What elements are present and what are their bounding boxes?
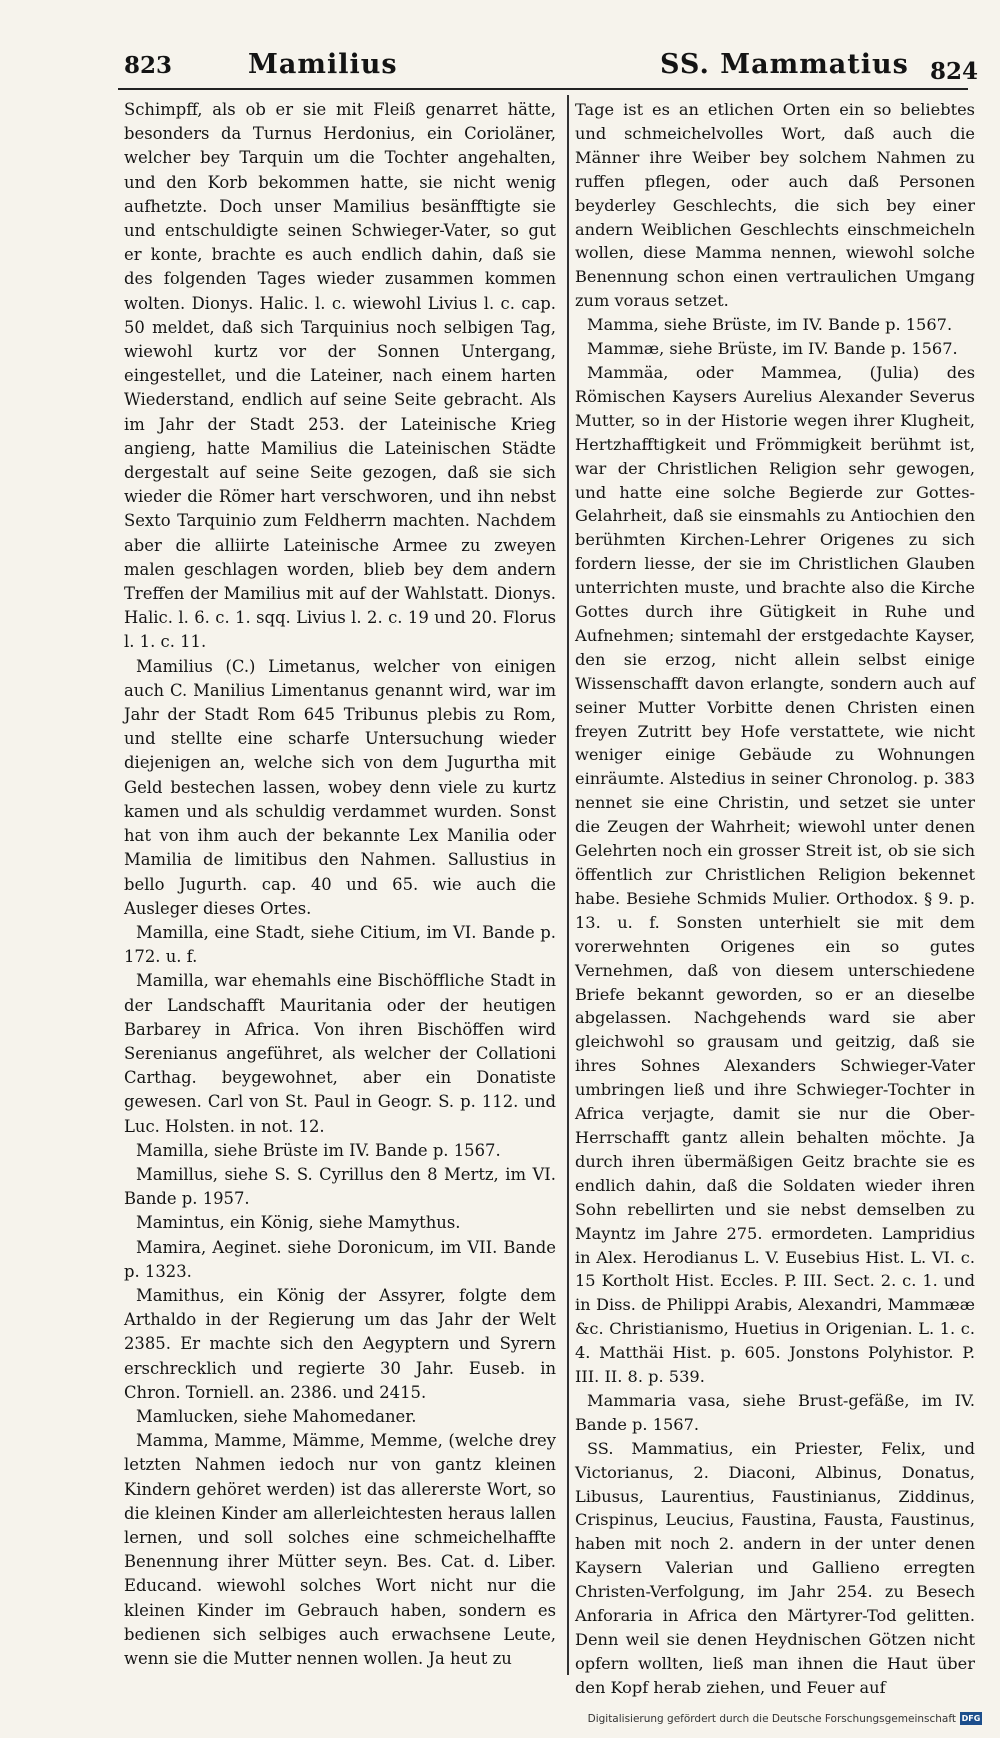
lexicon-entry: Mamilla, war ehemahls eine Bischöffliche Stadt in der Landschafft Mauritania oder der heutigen Barbarey in Africa. Von ihren Bischöffen wird Serenianus angeführet, als welcher der Collationi Carthag. beygewohnet, aber ein Donatiste gewesen. Carl von St. Paul in Geogr. S. p. 112. und Luc. Holsten. in not. 12. xyxy=(124,971,556,1136)
lexicon-entry: Mammæ, siehe Brüste, im IV. Bande p. 1567. xyxy=(587,339,958,359)
lexicon-entry: SS. Mammatius, ein Priester, Felix, und Victorianus, 2. Diaconi, Albinus, Donatus, Libusus, Laurentius, Faustinianus, Ziddinus, Crispinus, Leucius, Faustina, Fausta, Faustinus, haben mit noch 2. andern in der unter denen Kaysern Valerian und Gallieno erregten Christen-Verfolgung, im Jahr 254. zu Besech Anforaria in Africa den Märtyrer-Tod gelitten. Denn weil sie denen Heydnischen Götzen nicht opfern wollten, ließ man ihnen die Haut über den Kopf herab ziehen, und Feuer auf xyxy=(575,1438,975,1697)
lexicon-entry: Mamira, Aeginet. siehe Doronicum, im VII. Bande p. 1323. xyxy=(124,1237,556,1281)
footer-credit xyxy=(588,1712,982,1725)
header-rule xyxy=(118,88,968,90)
lexicon-entry: Mammaria vasa, siehe Brust-gefäße, im IV. Bande p. 1567. xyxy=(575,1390,975,1434)
lexicon-entry: Mamillus, siehe S. S. Cyrillus den 8 Mertz, im VI. Bande p. 1957. xyxy=(124,1164,556,1209)
left-column xyxy=(124,98,556,1671)
lexicon-entry: Mamma, Mamme, Mämme, Memme, (welche drey letzten Nahmen iedoch nur von gantz kleinen Kindern gehöret werden) ist das allererste Wort, so die kleinen Kinder am allerleichtesten heraus lallen lernen, und soll solches eine schmeichelhaffte Benennung ihrer Mütter seyn. Bes. Cat. d. Liber. Educand. wiewohl solches Wort nicht nur die kleinen Kinder im Gebrauch haben, sondern es bedienen sich selbiges auch erwachsene Leute, wenn sie die Mutter nennen wollen. Ja heut zu xyxy=(124,1431,556,1668)
right-running-title: SS. Mammatius xyxy=(660,49,909,80)
continued-paragraph: Tage ist es an etlichen Orten ein so beliebtes und schmeichelvolles Wort, daß auch die Männer ihre Weiber bey solchem Nahmen zu ruffen pflegen, oder auch daß Personen beyderley Geschlechts, die sich bey einer andern Weiblichen Geschlechts einschmeicheln wollen, diese Mamma nennen, wiewohl solche Benennung schon einen vertraulichen Umgang zum voraus setzet. xyxy=(575,100,975,311)
lexicon-entry: Mamintus, ein König, siehe Mamythus. xyxy=(136,1213,461,1233)
lexicon-entry: Mamilius (C.) Limetanus, welcher von einigen auch C. Manilius Limentanus genannt wird, war im Jahr der Stadt Rom 645 Tribunus plebis zu Rom, und stellte eine scharfe Untersuchung wieder diejenigen an, welche sich von dem Jugurtha mit Geld bestechen lassen, wobey denn viele zu kurtz kamen und als schuldig verdammet wurden. Sonst hat von ihm auch der bekannte Lex Manilia oder Mamilia de limitibus den Nahmen. Sallustius in bello Jugurth. cap. 40 und 65. wie auch die Ausleger dieses Ortes. xyxy=(124,656,556,918)
continued-paragraph: Schimpff, als ob er sie mit Fleiß genarret hätte, besonders da Turnus Herdonius, ein Corioläner, welcher bey Tarquin um die Tochter angehalten, und den Korb bekommen hatte, sie nicht wenig aufhetzte. Doch unser Mamilius besänfftigte sie und entschuldigte seinen Schwieger-Vater, so gut er konte, brachte es auch endlich dahin, daß sie des folgenden Tages wieder zusammen kommen wolten. Dionys. Halic. l. c. wiewohl Livius l. c. cap. 50 meldet, daß sich Tarquinius noch selbigen Tag, wiewohl kurtz vor der Sonnen Untergang, eingestellet, und die Lateiner, nach einem harten Wiederstand, endlich auf seine Seite gebracht. Als im Jahr der Stadt 253. der Lateinische Krieg angieng, hatte Mamilius die Lateinischen Städte dergestalt auf seine Seite gezogen, daß sie sich wieder die Römer hart verschworen, und ihn nebst Sexto Tarquinio zum Feldherrn machten. Nachdem aber die alliirte Lateinische Armee zu zweyen malen geschlagen worden, blieb bey dem andern Treffen der Mamilius mit auf der Wahlstatt. Dionys. Halic. l. 6. c. 1. sqq. Livius l. 2. c. 19 und 20. Florus l. 1. c. 11. xyxy=(124,100,556,652)
footer-text: Digitalisierung gefördert durch die Deutsche Forschungsgemeinschaft xyxy=(587,1712,956,1725)
lexicon-entry: Mamithus, ein König der Assyrer, folgte dem Arthaldo in der Regierung um das Jahr der Welt 2385. Er machte sich den Aegyptern und Syrern erschrecklich und regierte 30 Jahr. Euseb. in Chron. Torniell. an. 2386. und 2415. xyxy=(124,1285,556,1402)
left-page-number: 823 xyxy=(124,52,173,79)
left-running-title: Mamilius xyxy=(248,49,398,80)
column-divider xyxy=(567,95,569,1675)
lexicon-entry: Mamlucken, siehe Mahomedaner. xyxy=(136,1406,417,1426)
right-column xyxy=(575,98,975,1700)
lexicon-entry: Mamilla, eine Stadt, siehe Citium, im VI. Bande p. 172. u. f. xyxy=(124,922,556,967)
lexicon-entry: Mamilla, siehe Brüste im IV. Bande p. 1567. xyxy=(136,1140,501,1160)
lexicon-entry: Mamma, siehe Brüste, im IV. Bande p. 1567. xyxy=(587,315,953,335)
lexicon-entry: Mammäa, oder Mammea, (Julia) des Römischen Kaysers Aurelius Alexander Severus Mutter, so in der Historie wegen ihrer Klugheit, Hertzhafftigkeit und Frömmigkeit berühmt ist, war der Christlichen Religion sehr gewogen, und hatte eine solche Begierde zur Gottes-Gelahrheit, daß sie einsmahls zu Antiochien den berühmten Kirchen-Lehrer Origenes zu sich fordern liesse, der sie im Christlichen Glauben unterrichten muste, und brachte also die Kirche Gottes durch ihre Gütigkeit in Ruhe und Aufnehmen; sintemahl der erstgedachte Kayser, den sie erzog, nicht allein selbst einige Wissenschafft davon erlangte, sondern auch auf seiner Mutter Vorbitte denen Christen einen freyen Zutritt bey Hofe verstattete, wie nicht weniger einige Gebäude zu Wohnungen einräumte. Alstedius in seiner Chronolog. p. 383 nennet sie eine Christin, und setzet sie unter die Zeugen der Wahrheit; wiewohl unter denen Gelehrten noch ein grosser Streit ist, ob sie sich öffentlich zur Christlichen Religion bekennet habe. Besiehe Schmids Mulier. Orthodox. § 9. p. 13. u. f. Sonsten unterhielt sie mit dem vorerwehnten Origenes ein so gutes Vernehmen, daß von diesem unterschiedene Briefe bekannt geworden, so er an dieselbe abgelassen. Nachgehends ward sie aber gleichwohl so grausam und geitzig, daß sie ihres Sohnes Alexanders Schwieger-Vater umbringen ließ und ihre Schwieger-Tochter in Africa verjagte, damit sie nur die Ober-Herrschafft gantz allein behalten möchte. Ja durch ihren übermäßigen Geitz brachte sie es endlich dahin, daß die Soldaten wieder ihren Sohn rebellirten und sie nebst demselben zu Mayntz im Jahre 275. ermordeten. Lampridius in Alex. Herodianus L. V. Eusebius Hist. L. VI. c. 15 Kortholt Hist. Eccles. P. III. Sect. 2. c. 1. und in Diss. de Philippi Arabis, Alexandri, Mammææ &c. Christianismo, Huetius in Origenian. L. 1. c. 4. Matthäi Hist. p. 605. Jonstons Polyhistor. P. III. II. 8. p. 539. xyxy=(575,362,975,1387)
right-page-number: 824 xyxy=(930,58,979,85)
dfg-logo: DFG xyxy=(961,1714,981,1723)
